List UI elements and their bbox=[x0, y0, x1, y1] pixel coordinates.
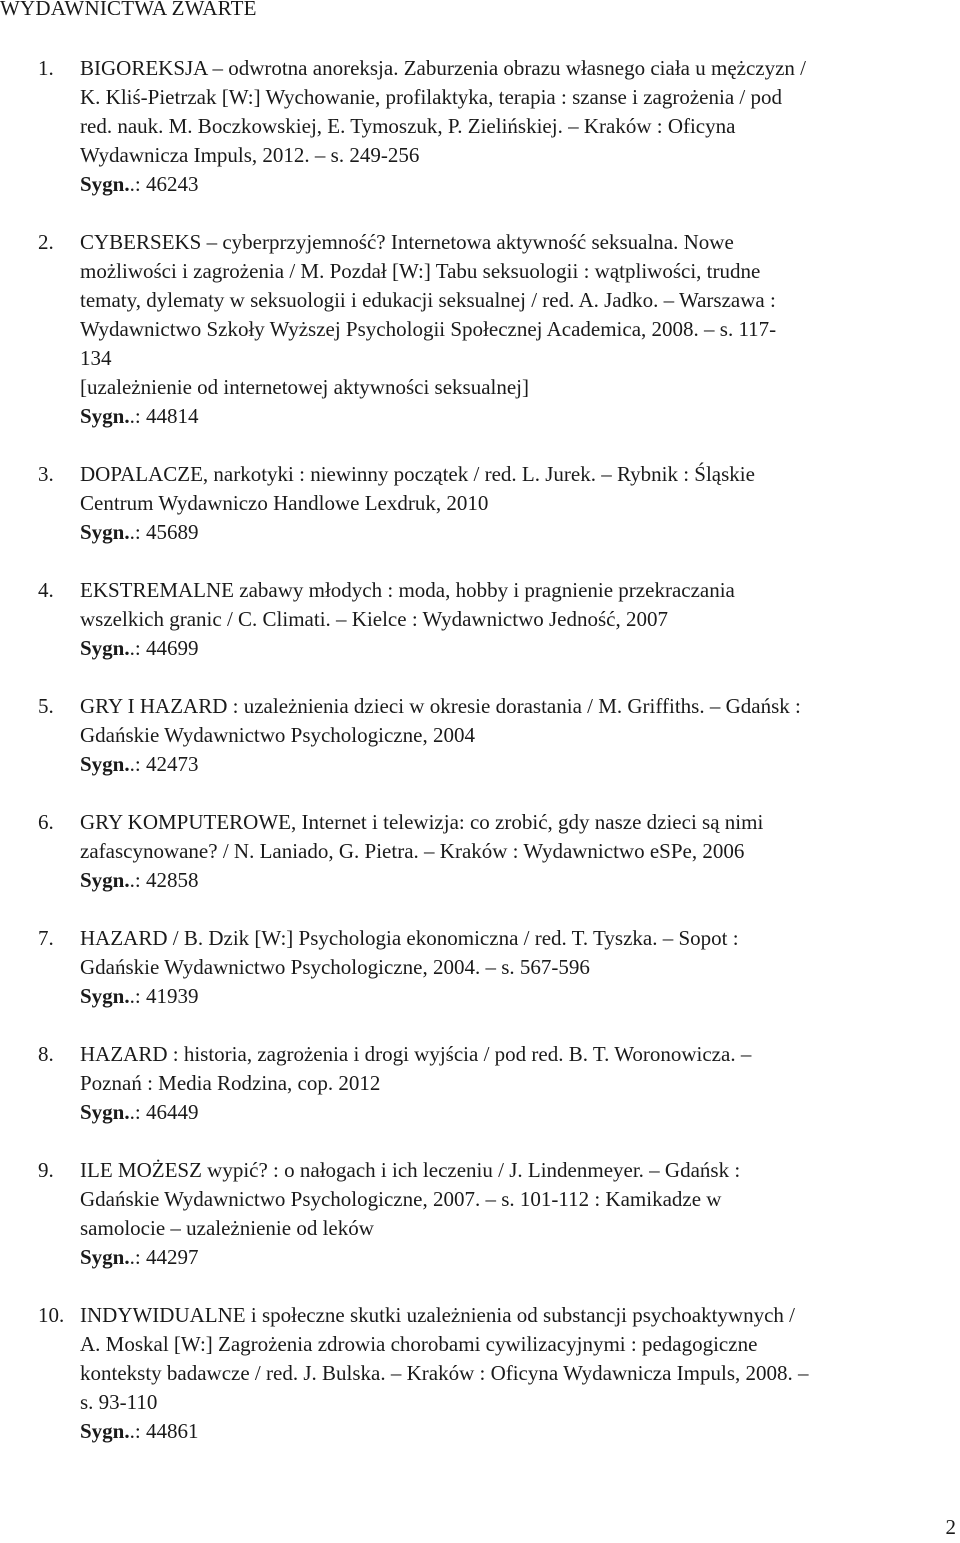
entry-text-line: konteksty badawcze / red. J. Bulska. – Kraków : Oficyna Wydawnicza Impuls, 2008. – bbox=[80, 1361, 809, 1385]
entry-number: 10. bbox=[38, 1303, 65, 1327]
bibliography-entry bbox=[0, 228, 960, 431]
call-number bbox=[80, 1243, 956, 1272]
entry-text-line: s. 93-110 bbox=[80, 1390, 158, 1414]
call-number bbox=[80, 170, 956, 199]
call-number-label: Sygn. bbox=[80, 172, 130, 196]
bibliography-entry bbox=[0, 808, 960, 895]
entry-text-line: możliwości i zagrożenia / M. Pozdał [W:] Tabu seksuologii : wątpliwości, trudne bbox=[80, 259, 761, 283]
bibliography-entry bbox=[0, 576, 960, 663]
call-number-value: .: 44699 bbox=[129, 636, 199, 660]
call-number-value: .: 46243 bbox=[129, 172, 199, 196]
bibliography-entry bbox=[0, 1301, 960, 1446]
call-number-value: .: 42473 bbox=[129, 752, 199, 776]
call-number-value: .: 41939 bbox=[129, 984, 199, 1008]
entry-text-line: INDYWIDUALNE i społeczne skutki uzależnienia od substancji psychoaktywnych / bbox=[80, 1303, 795, 1327]
call-number bbox=[80, 750, 956, 779]
call-number bbox=[80, 1098, 956, 1127]
call-number-label: Sygn. bbox=[80, 1419, 130, 1443]
entry-text-line: BIGOREKSJA – odwrotna anoreksja. Zaburzenia obrazu własnego ciała u mężczyzn / bbox=[80, 56, 807, 80]
entry-text-line: GRY I HAZARD : uzależnienia dzieci w okresie dorastania / M. Griffiths. – Gdańsk : bbox=[80, 694, 801, 718]
entry-text-line: 134 bbox=[80, 346, 112, 370]
call-number bbox=[80, 982, 956, 1011]
call-number bbox=[80, 402, 956, 431]
call-number-value: .: 44814 bbox=[129, 404, 199, 428]
call-number bbox=[80, 518, 956, 547]
entry-text-line: Gdańskie Wydawnictwo Psychologiczne, 2004. – s. 567-596 bbox=[80, 955, 590, 979]
page-number: 2 bbox=[945, 1515, 956, 1539]
call-number-value: .: 46449 bbox=[129, 1100, 199, 1124]
entry-text-line: K. Kliś-Pietrzak [W:] Wychowanie, profilaktyka, terapia : szanse i zagrożenia / pod bbox=[80, 85, 782, 109]
call-number-value: .: 45689 bbox=[129, 520, 199, 544]
call-number bbox=[80, 1417, 956, 1446]
entry-text-line: HAZARD : historia, zagrożenia i drogi wyjścia / pod red. B. T. Woronowicza. – bbox=[80, 1042, 752, 1066]
entry-text-line: A. Moskal [W:] Zagrożenia zdrowia chorobami cywilizacyjnymi : pedagogiczne bbox=[80, 1332, 758, 1356]
entry-text-line: CYBERSEKS – cyberprzyjemność? Internetowa aktywność seksualna. Nowe bbox=[80, 230, 734, 254]
bibliography-entry bbox=[0, 1040, 960, 1127]
entry-text-line: Centrum Wydawniczo Handlowe Lexdruk, 2010 bbox=[80, 491, 489, 515]
entry-text-line: wszelkich granic / C. Climati. – Kielce : Wydawnictwo Jedność, 2007 bbox=[80, 607, 668, 631]
entry-text-line: zafascynowane? / N. Laniado, G. Pietra. – Kraków : Wydawnictwo eSPe, 2006 bbox=[80, 839, 745, 863]
entry-text-line: samolocie – uzależnienie od leków bbox=[80, 1216, 374, 1240]
bibliography-entry bbox=[0, 692, 960, 779]
call-number bbox=[80, 866, 956, 895]
entry-text-line: [uzależnienie od internetowej aktywności seksualnej] bbox=[80, 375, 529, 399]
bibliography-entry bbox=[0, 54, 960, 199]
bibliography-entry bbox=[0, 460, 960, 547]
call-number-label: Sygn. bbox=[80, 404, 130, 428]
entry-text-line: red. nauk. M. Boczkowskiej, E. Tymoszuk, P. Zielińskiej. – Kraków : Oficyna bbox=[80, 114, 736, 138]
call-number-label: Sygn. bbox=[80, 636, 130, 660]
entry-text-line: EKSTREMALNE zabawy młodych : moda, hobby i pragnienie przekraczania bbox=[80, 578, 735, 602]
entry-number: 4. bbox=[38, 578, 54, 602]
entry-number: 3. bbox=[38, 462, 54, 486]
entry-text-line: Gdańskie Wydawnictwo Psychologiczne, 2007. – s. 101-112 : Kamikadze w bbox=[80, 1187, 722, 1211]
call-number-label: Sygn. bbox=[80, 1100, 130, 1124]
entry-number: 8. bbox=[38, 1042, 54, 1066]
entry-number: 5. bbox=[38, 694, 54, 718]
bibliography-entry bbox=[0, 924, 960, 1011]
entry-text-line: ILE MOŻESZ wypić? : o nałogach i ich leczeniu / J. Lindenmeyer. – Gdańsk : bbox=[80, 1158, 741, 1182]
entry-text-line: GRY KOMPUTEROWE, Internet i telewizja: co zrobić, gdy nasze dzieci są nimi bbox=[80, 810, 764, 834]
entry-text-line: Poznań : Media Rodzina, cop. 2012 bbox=[80, 1071, 381, 1095]
call-number-value: .: 44861 bbox=[129, 1419, 199, 1443]
call-number-label: Sygn. bbox=[80, 1245, 130, 1269]
entry-number: 7. bbox=[38, 926, 54, 950]
entry-text-line: HAZARD / B. Dzik [W:] Psychologia ekonomiczna / red. T. Tyszka. – Sopot : bbox=[80, 926, 739, 950]
entry-text-line: Gdańskie Wydawnictwo Psychologiczne, 2004 bbox=[80, 723, 475, 747]
call-number-value: .: 44297 bbox=[129, 1245, 199, 1269]
call-number-label: Sygn. bbox=[80, 752, 130, 776]
entry-number: 1. bbox=[38, 56, 54, 80]
entry-number: 9. bbox=[38, 1158, 54, 1182]
bibliography-entry bbox=[0, 1156, 960, 1272]
entry-number: 6. bbox=[38, 810, 54, 834]
entry-text-line: Wydawnicza Impuls, 2012. – s. 249-256 bbox=[80, 143, 420, 167]
call-number-label: Sygn. bbox=[80, 984, 130, 1008]
call-number bbox=[80, 634, 956, 663]
call-number-label: Sygn. bbox=[80, 520, 130, 544]
call-number-value: .: 42858 bbox=[129, 868, 199, 892]
entry-text-line: Wydawnictwo Szkoły Wyższej Psychologii Społecznej Academica, 2008. – s. 117- bbox=[80, 317, 777, 341]
entry-number: 2. bbox=[38, 230, 54, 254]
entry-text-line: tematy, dylematy w seksuologii i edukacji seksualnej / red. A. Jadko. – Warszawa : bbox=[80, 288, 776, 312]
page-heading: WYDAWNICTWA ZWARTE bbox=[0, 0, 257, 20]
entry-text-line: DOPALACZE, narkotyki : niewinny początek / red. L. Jurek. – Rybnik : Śląskie bbox=[80, 462, 755, 486]
bibliography-list bbox=[0, 54, 960, 1475]
call-number-label: Sygn. bbox=[80, 868, 130, 892]
